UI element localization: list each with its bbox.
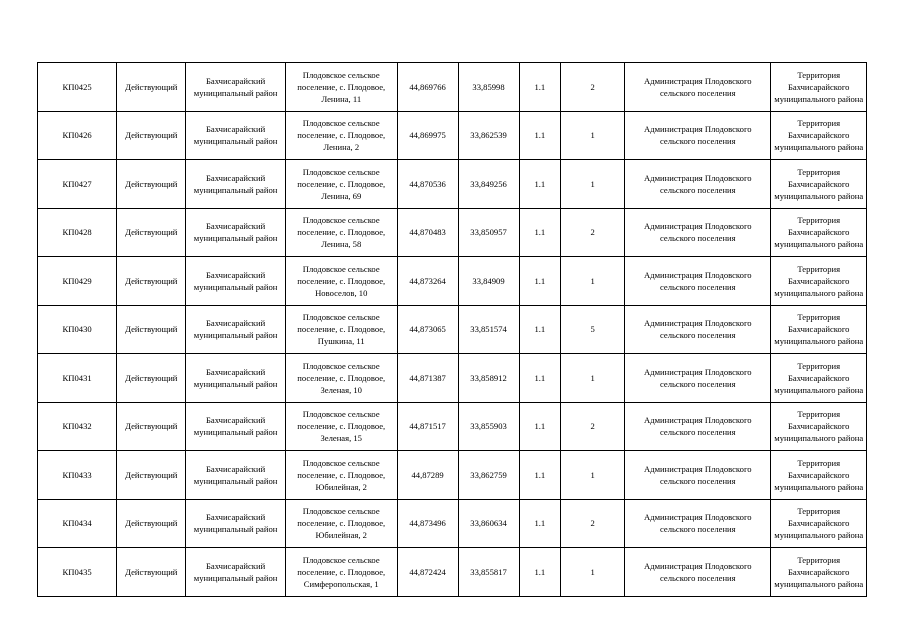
latitude-cell: 44,873264 bbox=[397, 257, 458, 306]
type-cell: 1.1 bbox=[519, 208, 561, 257]
container-count-cell: 2 bbox=[561, 63, 625, 112]
district-cell: Бахчисарайский муниципальный район bbox=[186, 354, 286, 403]
territory-cell: Территория Бахчисарайского муниципального района bbox=[771, 354, 867, 403]
type-cell: 1.1 bbox=[519, 160, 561, 209]
longitude-cell: 33,84909 bbox=[458, 257, 519, 306]
table-row bbox=[38, 160, 867, 209]
container-count-cell: 1 bbox=[561, 257, 625, 306]
owner-cell: Администрация Плодовского сельского поселения bbox=[625, 63, 771, 112]
site-code-cell: КП0431 bbox=[38, 354, 117, 403]
address-cell: Плодовское сельское поселение, с. Плодовое, Зеленая, 10 bbox=[285, 354, 397, 403]
status-cell: Действующий bbox=[117, 160, 186, 209]
container-count-cell: 1 bbox=[561, 160, 625, 209]
container-count-cell: 2 bbox=[561, 208, 625, 257]
container-count-cell: 2 bbox=[561, 499, 625, 548]
site-code-cell: КП0435 bbox=[38, 548, 117, 597]
container-count-cell: 1 bbox=[561, 111, 625, 160]
address-cell: Плодовское сельское поселение, с. Плодовое, Юбилейная, 2 bbox=[285, 499, 397, 548]
status-cell: Действующий bbox=[117, 63, 186, 112]
table-row bbox=[38, 402, 867, 451]
district-cell: Бахчисарайский муниципальный район bbox=[186, 208, 286, 257]
district-cell: Бахчисарайский муниципальный район bbox=[186, 499, 286, 548]
territory-cell: Территория Бахчисарайского муниципального района bbox=[771, 208, 867, 257]
address-cell: Плодовское сельское поселение, с. Плодовое, Симферопольская, 1 bbox=[285, 548, 397, 597]
longitude-cell: 33,855903 bbox=[458, 402, 519, 451]
district-cell: Бахчисарайский муниципальный район bbox=[186, 63, 286, 112]
status-cell: Действующий bbox=[117, 402, 186, 451]
owner-cell: Администрация Плодовского сельского поселения bbox=[625, 257, 771, 306]
table-row bbox=[38, 208, 867, 257]
status-cell: Действующий bbox=[117, 208, 186, 257]
latitude-cell: 44,869766 bbox=[397, 63, 458, 112]
address-cell: Плодовское сельское поселение, с. Плодовое, Пушкина, 11 bbox=[285, 305, 397, 354]
table-row bbox=[38, 111, 867, 160]
territory-cell: Территория Бахчисарайского муниципального района bbox=[771, 160, 867, 209]
address-cell: Плодовское сельское поселение, с. Плодовое, Новоселов, 10 bbox=[285, 257, 397, 306]
container-count-cell: 2 bbox=[561, 402, 625, 451]
container-count-cell: 1 bbox=[561, 548, 625, 597]
address-cell: Плодовское сельское поселение, с. Плодовое, Юбилейная, 2 bbox=[285, 451, 397, 500]
latitude-cell: 44,870483 bbox=[397, 208, 458, 257]
container-sites-table bbox=[37, 62, 867, 597]
type-cell: 1.1 bbox=[519, 63, 561, 112]
owner-cell: Администрация Плодовского сельского поселения bbox=[625, 208, 771, 257]
latitude-cell: 44,87289 bbox=[397, 451, 458, 500]
longitude-cell: 33,850957 bbox=[458, 208, 519, 257]
latitude-cell: 44,871517 bbox=[397, 402, 458, 451]
district-cell: Бахчисарайский муниципальный район bbox=[186, 548, 286, 597]
territory-cell: Территория Бахчисарайского муниципального района bbox=[771, 257, 867, 306]
longitude-cell: 33,858912 bbox=[458, 354, 519, 403]
owner-cell: Администрация Плодовского сельского поселения bbox=[625, 111, 771, 160]
status-cell: Действующий bbox=[117, 111, 186, 160]
territory-cell: Территория Бахчисарайского муниципального района bbox=[771, 451, 867, 500]
owner-cell: Администрация Плодовского сельского поселения bbox=[625, 305, 771, 354]
longitude-cell: 33,85998 bbox=[458, 63, 519, 112]
address-cell: Плодовское сельское поселение, с. Плодовое, Ленина, 11 bbox=[285, 63, 397, 112]
site-code-cell: КП0434 bbox=[38, 499, 117, 548]
longitude-cell: 33,860634 bbox=[458, 499, 519, 548]
territory-cell: Территория Бахчисарайского муниципального района bbox=[771, 499, 867, 548]
type-cell: 1.1 bbox=[519, 257, 561, 306]
table-row bbox=[38, 354, 867, 403]
address-cell: Плодовское сельское поселение, с. Плодовое, Зеленая, 15 bbox=[285, 402, 397, 451]
owner-cell: Администрация Плодовского сельского поселения bbox=[625, 499, 771, 548]
latitude-cell: 44,873496 bbox=[397, 499, 458, 548]
container-count-cell: 1 bbox=[561, 451, 625, 500]
owner-cell: Администрация Плодовского сельского поселения bbox=[625, 354, 771, 403]
owner-cell: Администрация Плодовского сельского поселения bbox=[625, 402, 771, 451]
latitude-cell: 44,873065 bbox=[397, 305, 458, 354]
status-cell: Действующий bbox=[117, 499, 186, 548]
type-cell: 1.1 bbox=[519, 305, 561, 354]
site-code-cell: КП0427 bbox=[38, 160, 117, 209]
latitude-cell: 44,869975 bbox=[397, 111, 458, 160]
address-cell: Плодовское сельское поселение, с. Плодовое, Ленина, 69 bbox=[285, 160, 397, 209]
territory-cell: Территория Бахчисарайского муниципального района bbox=[771, 63, 867, 112]
district-cell: Бахчисарайский муниципальный район bbox=[186, 402, 286, 451]
site-code-cell: КП0425 bbox=[38, 63, 117, 112]
table-body bbox=[38, 63, 867, 597]
site-code-cell: КП0426 bbox=[38, 111, 117, 160]
container-count-cell: 5 bbox=[561, 305, 625, 354]
district-cell: Бахчисарайский муниципальный район bbox=[186, 305, 286, 354]
type-cell: 1.1 bbox=[519, 451, 561, 500]
type-cell: 1.1 bbox=[519, 111, 561, 160]
status-cell: Действующий bbox=[117, 305, 186, 354]
longitude-cell: 33,862759 bbox=[458, 451, 519, 500]
status-cell: Действующий bbox=[117, 548, 186, 597]
longitude-cell: 33,851574 bbox=[458, 305, 519, 354]
status-cell: Действующий bbox=[117, 257, 186, 306]
district-cell: Бахчисарайский муниципальный район bbox=[186, 160, 286, 209]
type-cell: 1.1 bbox=[519, 548, 561, 597]
table-row bbox=[38, 548, 867, 597]
owner-cell: Администрация Плодовского сельского поселения bbox=[625, 548, 771, 597]
site-code-cell: КП0429 bbox=[38, 257, 117, 306]
owner-cell: Администрация Плодовского сельского поселения bbox=[625, 451, 771, 500]
latitude-cell: 44,871387 bbox=[397, 354, 458, 403]
longitude-cell: 33,849256 bbox=[458, 160, 519, 209]
territory-cell: Территория Бахчисарайского муниципального района bbox=[771, 402, 867, 451]
territory-cell: Территория Бахчисарайского муниципального района bbox=[771, 548, 867, 597]
owner-cell: Администрация Плодовского сельского поселения bbox=[625, 160, 771, 209]
address-cell: Плодовское сельское поселение, с. Плодовое, Ленина, 2 bbox=[285, 111, 397, 160]
site-code-cell: КП0432 bbox=[38, 402, 117, 451]
type-cell: 1.1 bbox=[519, 402, 561, 451]
type-cell: 1.1 bbox=[519, 354, 561, 403]
longitude-cell: 33,855817 bbox=[458, 548, 519, 597]
status-cell: Действующий bbox=[117, 451, 186, 500]
table-row bbox=[38, 499, 867, 548]
site-code-cell: КП0428 bbox=[38, 208, 117, 257]
type-cell: 1.1 bbox=[519, 499, 561, 548]
district-cell: Бахчисарайский муниципальный район bbox=[186, 257, 286, 306]
container-count-cell: 1 bbox=[561, 354, 625, 403]
table-row bbox=[38, 305, 867, 354]
longitude-cell: 33,862539 bbox=[458, 111, 519, 160]
territory-cell: Территория Бахчисарайского муниципального района bbox=[771, 305, 867, 354]
territory-cell: Территория Бахчисарайского муниципального района bbox=[771, 111, 867, 160]
table-row bbox=[38, 257, 867, 306]
site-code-cell: КП0430 bbox=[38, 305, 117, 354]
status-cell: Действующий bbox=[117, 354, 186, 403]
address-cell: Плодовское сельское поселение, с. Плодовое, Ленина, 58 bbox=[285, 208, 397, 257]
latitude-cell: 44,870536 bbox=[397, 160, 458, 209]
district-cell: Бахчисарайский муниципальный район bbox=[186, 111, 286, 160]
latitude-cell: 44,872424 bbox=[397, 548, 458, 597]
table-row bbox=[38, 451, 867, 500]
district-cell: Бахчисарайский муниципальный район bbox=[186, 451, 286, 500]
table-row bbox=[38, 63, 867, 112]
site-code-cell: КП0433 bbox=[38, 451, 117, 500]
